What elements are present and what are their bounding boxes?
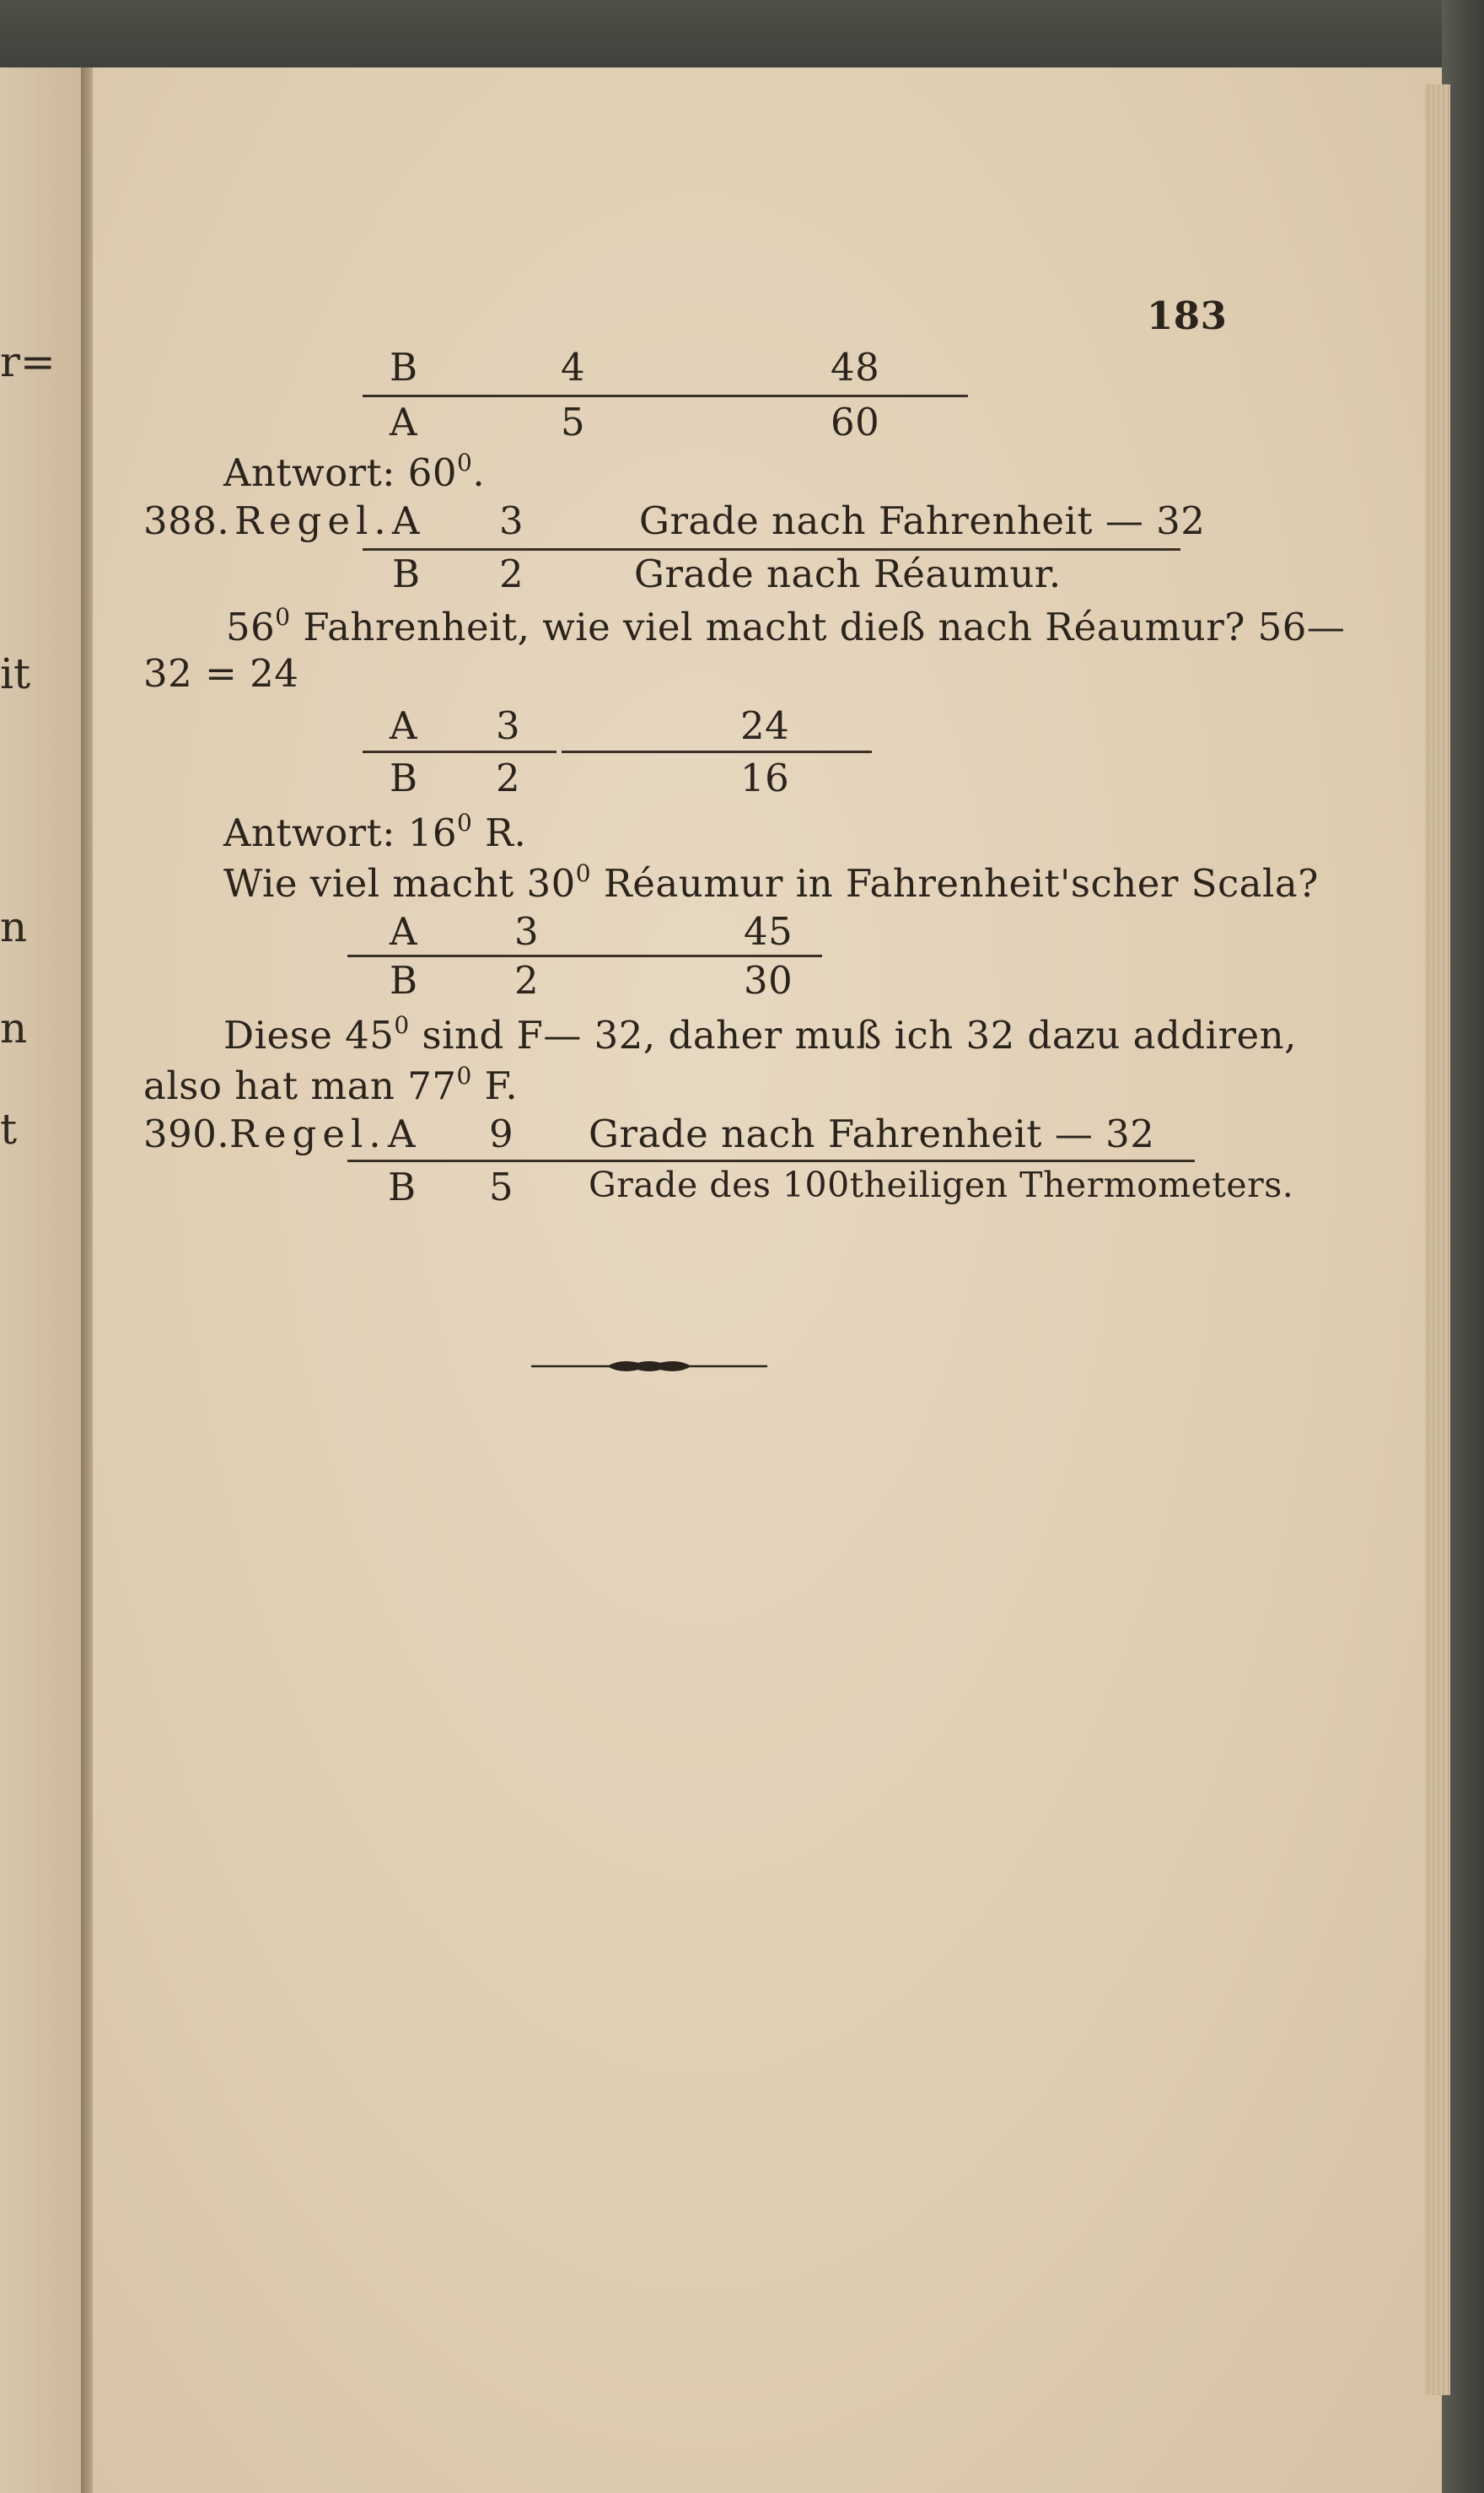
b1-answer: [223, 449, 486, 495]
book-page: [93, 67, 1442, 2493]
fraction-rule: [347, 955, 822, 957]
explain-c: also hat man 77: [143, 1063, 457, 1108]
degree-sign: 0: [275, 603, 291, 631]
q1-text: Fahrenheit, wie viel macht dieß nach Réaumur? 56—: [290, 605, 1346, 649]
b3-r2-label: B: [390, 958, 418, 1003]
b2-answer: [223, 809, 527, 855]
b2-r1-val2: 24: [740, 703, 790, 748]
b3-r2-val1: 2: [514, 958, 540, 1003]
b3-r1-val2: 45: [744, 909, 793, 954]
r390-r1-val: 9: [489, 1112, 514, 1156]
r390-r2-text: Grade des 100theiligen Thermometers.: [589, 1165, 1294, 1205]
r390-r1-label: A: [388, 1112, 416, 1156]
q2-text-a: Wie viel macht 30: [223, 861, 576, 906]
question-1: [226, 603, 1346, 649]
rule-word: Regel.: [229, 1112, 387, 1156]
r390-r1-text: Grade nach Fahrenheit — 32: [589, 1112, 1155, 1156]
b1-r2-val2: 60: [831, 400, 880, 444]
r388-r2-text: Grade nach Réaumur.: [634, 552, 1062, 596]
margin-fragment: it: [0, 649, 31, 698]
b2-r1-label: A: [390, 703, 417, 748]
b2-r2-val1: 2: [496, 756, 521, 800]
b2-r1-val1: 3: [496, 703, 521, 748]
fraction-rule: [347, 1160, 1195, 1162]
explanation-line2: [143, 1062, 519, 1108]
margin-fragment: r=: [0, 337, 56, 386]
margin-fragment: n: [0, 902, 28, 951]
book-cover-top: [0, 0, 1484, 76]
page-edges: [1425, 84, 1450, 2395]
r388-r2-val: 2: [499, 552, 524, 596]
explain-d: F.: [471, 1063, 519, 1108]
margin-fragment: n: [0, 1004, 28, 1053]
b2-r2-val2: 16: [740, 756, 790, 800]
b1-r1-label: B: [390, 345, 418, 390]
b1-r1-val2: 48: [831, 345, 880, 390]
fraction-rule: [363, 751, 556, 753]
b2-r2-label: B: [390, 756, 418, 800]
answer-end: .: [472, 450, 486, 495]
b1-r2-label: A: [390, 400, 417, 444]
fraction-rule: [363, 548, 1180, 551]
page-number: 183: [1147, 293, 1228, 338]
fraction-rule: [363, 395, 968, 397]
previous-page-edge: [0, 67, 84, 2493]
q2-text-b: Réaumur in Fahrenheit'scher Scala?: [591, 861, 1319, 906]
degree-sign: 0: [394, 1011, 410, 1039]
b1-r1-val1: 4: [561, 345, 586, 390]
b3-r1-label: A: [390, 909, 417, 954]
b3-r1-val1: 3: [514, 909, 540, 954]
r390-r2-val: 5: [489, 1165, 514, 1209]
answer-text: Antwort: 60: [223, 450, 457, 495]
margin-fragment: t: [0, 1105, 18, 1154]
fraction-rule: [562, 751, 872, 753]
rule-number: 388.: [143, 498, 230, 543]
r388-r2-label: B: [392, 552, 421, 596]
b3-r2-val2: 30: [744, 958, 793, 1003]
degree-sign: 0: [457, 449, 473, 477]
degree-sign: 0: [456, 1062, 472, 1090]
explanation-line1: [223, 1011, 1297, 1058]
rule-word: Regel.: [234, 498, 392, 543]
explain-a: Diese 45: [223, 1013, 395, 1058]
answer-end: R.: [472, 810, 527, 855]
b1-r2-val1: 5: [561, 400, 586, 444]
r388-r1-text: Grade nach Fahrenheit — 32: [639, 498, 1206, 543]
rule-number: 390.: [143, 1112, 230, 1156]
question-2: [223, 859, 1319, 906]
answer-text: Antwort: 16: [223, 810, 457, 855]
degree-sign: 0: [575, 859, 592, 887]
r388-r1-val: 3: [499, 498, 524, 543]
degree-sign: 0: [457, 809, 473, 837]
explain-b: sind F— 32, daher muß ich 32 dazu addiren,: [409, 1013, 1297, 1058]
r390-r2-label: B: [388, 1165, 417, 1209]
question-1-line2: 32 = 24: [143, 651, 299, 696]
ornament-divider-icon: [531, 1349, 767, 1383]
r388-r1-label: A: [392, 498, 420, 543]
q1-num: 56: [226, 605, 276, 649]
